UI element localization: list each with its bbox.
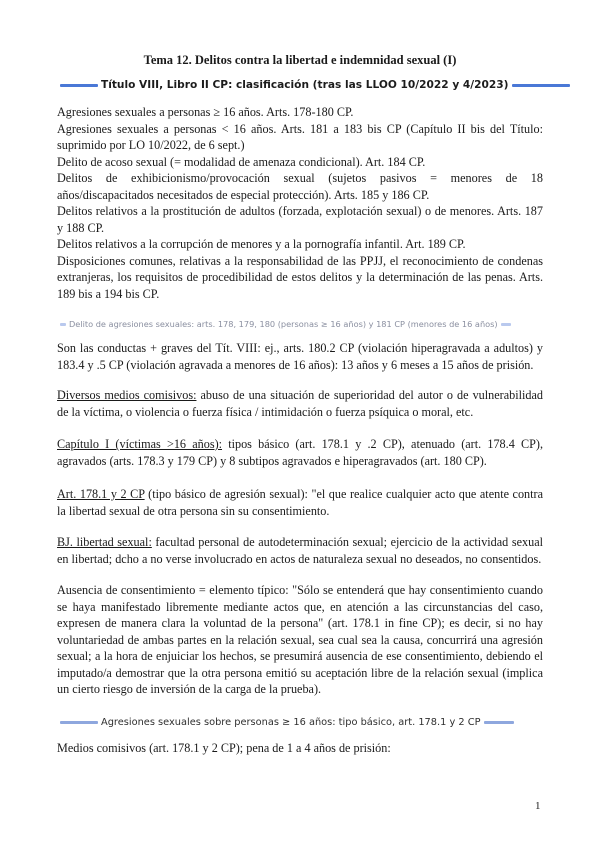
paragraph-conductas: [57, 340, 543, 373]
page-number: 1: [535, 800, 541, 812]
section-banner-agresiones: [60, 319, 511, 329]
underlined-label: Diversos medios comisivos:: [57, 388, 197, 402]
paragraph-text: tipos básico (art. 178.1 y .2 CP), atenuado (art. 178.4 CP), agravados (arts. 178.3 y 179 CP) y 8 subtipos agravados e hiperagravados (art. 180 CP).: [57, 437, 543, 468]
banner-left-bar: [60, 84, 98, 87]
list-item: Disposiciones comunes, relativas a la responsabilidad de las PPJJ, el reconocimiento de condenas extranjeras, los requisitos de procedibilidad de estos delitos y la determinación de las penas. Arts. 189 bis a 194 bis CP.: [57, 253, 543, 301]
paragraph-text: facultad personal de autodeterminación sexual; ejercicio de la actividad sexual en libertad; dcho a no verse involucrado en actos de naturaleza sexual no deseados, no consentidos.: [57, 535, 543, 566]
list-item: Delitos de exhibicionismo/provocación sexual (sujetos pasivos = menores de 18 años/discapacitados necesitados de especial protección). Arts. 185 y 186 CP.: [57, 171, 543, 202]
banner-text: Título VIII, Libro II CP: clasificación (tras las LLOO 10/2022 y 4/2023): [101, 79, 509, 91]
paragraph-consentimiento: [57, 582, 543, 698]
underlined-label: Capítulo I (víctimas >16 años):: [57, 437, 223, 451]
paragraph-text: (tipo básico de agresión sexual): "el que realice cualquier acto que atente contra la libertad sexual de otra persona sin su consentimiento.: [57, 487, 543, 518]
paragraph-medios-comisivos: [57, 740, 543, 757]
paragraph-text: Ausencia de consentimiento = elemento típico: "Sólo se entenderá que hay consentimiento cuando se haya manifestado libremente mediante actos que, en atención a las circunstancias del caso, expresen de manera clara la voluntad de la persona" (art. 178.1 in fine CP); es decir, si no hay voluntariedad de ambas partes en la relación sexual, sea cual sea la causa, concurrirá una agresión sexual; a la hora de enjuiciar los hechos, se presumirá ausencia de ese consentimiento, debiendo el imputado/a demostrar que la otra persona emitió su aceptación libre de la relación sexual (implica un cierto riesgo de inversión de la carga de la prueba).: [57, 583, 543, 696]
paragraph-capitulo-i: [57, 436, 543, 469]
banner-right-bar: [501, 323, 511, 326]
list-item: Agresiones sexuales a personas ≥ 16 años. Arts. 178-180 CP.: [57, 105, 354, 119]
section-banner-classification: [60, 79, 570, 91]
paragraph-medios: [57, 387, 543, 420]
list-item: Delitos relativos a la prostitución de adultos (forzada, explotación sexual) o de menores. Arts. 187 y 188 CP.: [57, 204, 543, 235]
banner-right-bar: [484, 721, 514, 724]
paragraph-text: Medios comisivos (art. 178.1 y 2 CP); pena de 1 a 4 años de prisión:: [57, 741, 391, 755]
paragraph-bien-juridico: [57, 534, 543, 567]
banner-right-bar: [512, 84, 570, 87]
classification-list: [57, 104, 543, 302]
section-banner-tipo-basico: [60, 717, 514, 728]
banner-text: Agresiones sexuales sobre personas ≥ 16 años: tipo básico, art. 178.1 y 2 CP: [101, 717, 481, 728]
paragraph-text: Son las conductas + graves del Tít. VIII: ej., arts. 180.2 CP (violación hiperagravada a adultos) y 183.4 y .5 CP (violación agravada a menores de 16 años): 13 años y 6 meses a 15 años de prisión.: [57, 341, 543, 372]
paragraph-text: abuso de una situación de superioridad del autor o de vulnerabilidad de la víctima, o violencia o fuerza física / intimidación o fuerza psíquica o moral, etc.: [57, 388, 543, 419]
underlined-label: BJ. libertad sexual:: [57, 535, 152, 549]
paragraph-art-178: [57, 486, 543, 519]
underlined-label: Art. 178.1 y 2 CP: [57, 487, 145, 501]
list-item: Delitos relativos a la corrupción de menores y a la pornografía infantil. Art. 189 CP.: [57, 237, 466, 251]
banner-left-bar: [60, 721, 98, 724]
list-item: Delito de acoso sexual (= modalidad de amenaza condicional). Art. 184 CP.: [57, 154, 426, 169]
page-title: Tema 12. Delitos contra la libertad e indemnidad sexual (I): [143, 53, 457, 67]
banner-text: Delito de agresiones sexuales: arts. 178, 179, 180 (personas ≥ 16 años) y 181 CP (menores de 16 años): [69, 319, 498, 329]
list-item: Agresiones sexuales a personas < 16 años. Arts. 181 a 183 bis CP (Capítulo II bis del Título: suprimido por LO 10/2022, de 6 sept.): [57, 121, 543, 152]
